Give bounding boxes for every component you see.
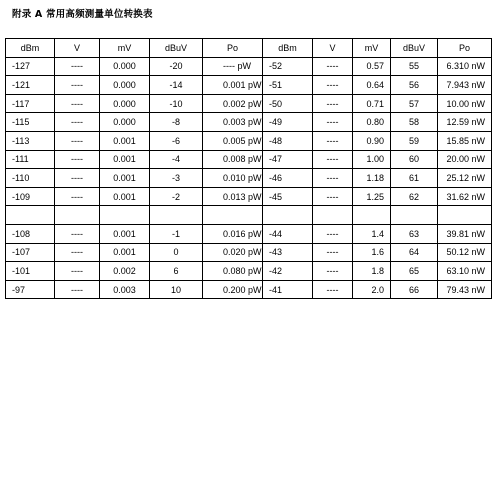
table-cell — [6, 206, 55, 225]
table-cell: 20.00 nW — [438, 150, 492, 169]
table-cell: 0 — [150, 243, 203, 262]
table-body-bottom — [6, 224, 492, 298]
table-cell: 7.943 nW — [438, 76, 492, 95]
table-cell: ---- — [313, 131, 353, 150]
table-cell: 0.001 — [100, 131, 150, 150]
table-cell: 61 — [391, 169, 438, 188]
table-cell: 0.005 pW — [203, 131, 263, 150]
table-cell: -42 — [263, 262, 313, 281]
table-cell: 6.310 nW — [438, 57, 492, 76]
table-row — [6, 169, 492, 188]
column-header: mV — [100, 39, 150, 58]
table-cell: -14 — [150, 76, 203, 95]
table-cell: -113 — [6, 131, 55, 150]
table-cell: ---- — [313, 94, 353, 113]
table-cell: -10 — [150, 94, 203, 113]
table-cell: ---- — [313, 187, 353, 206]
table-row — [6, 94, 492, 113]
table-cell: -111 — [6, 150, 55, 169]
column-header: Po — [203, 39, 263, 58]
table-row — [6, 113, 492, 132]
table-body-top — [6, 57, 492, 206]
table-cell: -49 — [263, 113, 313, 132]
table-cell: -3 — [150, 169, 203, 188]
table-cell: 58 — [391, 113, 438, 132]
table-cell: 0.013 pW — [203, 187, 263, 206]
table-cell: -115 — [6, 113, 55, 132]
table-cell: 0.001 — [100, 224, 150, 243]
table-row — [6, 262, 492, 281]
table-cell: 0.71 — [353, 94, 391, 113]
table-cell: -44 — [263, 224, 313, 243]
table-cell: 10.00 nW — [438, 94, 492, 113]
table-cell: 6 — [150, 262, 203, 281]
table-cell — [353, 206, 391, 225]
table-cell: ---- — [55, 57, 100, 76]
table-cell: -108 — [6, 224, 55, 243]
table-cell: 0.001 — [100, 169, 150, 188]
table-cell: 1.18 — [353, 169, 391, 188]
table-cell: ---- — [55, 169, 100, 188]
table-cell: -20 — [150, 57, 203, 76]
column-header: Po — [438, 39, 492, 58]
table-cell: -41 — [263, 280, 313, 299]
column-header: mV — [353, 39, 391, 58]
table-cell: 0.80 — [353, 113, 391, 132]
table-cell: ---- — [55, 280, 100, 299]
table-cell: -50 — [263, 94, 313, 113]
table-cell: ---- — [313, 113, 353, 132]
table-cell — [100, 206, 150, 225]
table-cell: 79.43 nW — [438, 280, 492, 299]
table-cell: -101 — [6, 262, 55, 281]
table-cell: 0.000 — [100, 57, 150, 76]
table-cell: -127 — [6, 57, 55, 76]
table-cell: 60 — [391, 150, 438, 169]
table-cell: 0.000 — [100, 113, 150, 132]
table-cell: 0.64 — [353, 76, 391, 95]
table-cell: 1.25 — [353, 187, 391, 206]
table-cell: 50.12 nW — [438, 243, 492, 262]
table-cell: ---- — [55, 187, 100, 206]
table-cell: -110 — [6, 169, 55, 188]
table-cell: 0.200 pW — [203, 280, 263, 299]
table-cell: 15.85 nW — [438, 131, 492, 150]
table-cell: 31.62 nW — [438, 187, 492, 206]
table-cell: 0.90 — [353, 131, 391, 150]
spacer-row — [6, 206, 492, 225]
table-cell: -51 — [263, 76, 313, 95]
column-header: dBuV — [150, 39, 203, 58]
table-row — [6, 131, 492, 150]
table-cell: -2 — [150, 187, 203, 206]
table-cell: ---- — [313, 262, 353, 281]
table-cell: -117 — [6, 94, 55, 113]
table-cell: ---- — [313, 150, 353, 169]
table-cell: ---- — [55, 76, 100, 95]
table-cell: 1.4 — [353, 224, 391, 243]
table-cell: -47 — [263, 150, 313, 169]
table-cell: -6 — [150, 131, 203, 150]
table-cell: 0.020 pW — [203, 243, 263, 262]
table-cell: 0.001 — [100, 150, 150, 169]
table-cell: 66 — [391, 280, 438, 299]
table-cell: -46 — [263, 169, 313, 188]
table-cell: 0.008 pW — [203, 150, 263, 169]
table-cell: 55 — [391, 57, 438, 76]
table-row — [6, 243, 492, 262]
table-cell: ---- — [313, 243, 353, 262]
table-cell: 1.6 — [353, 243, 391, 262]
table-cell: -48 — [263, 131, 313, 150]
table-cell: ---- — [55, 150, 100, 169]
table-cell: 0.002 — [100, 262, 150, 281]
table-cell: 0.001 — [100, 187, 150, 206]
table-cell: ---- — [313, 76, 353, 95]
column-header: dBuV — [391, 39, 438, 58]
table-row — [6, 57, 492, 76]
table-cell: 59 — [391, 131, 438, 150]
table-row — [6, 224, 492, 243]
table-cell: 0.080 pW — [203, 262, 263, 281]
table-cell — [313, 206, 353, 225]
table-cell: ---- — [313, 169, 353, 188]
table-cell: ---- — [313, 280, 353, 299]
table-cell: 0.003 — [100, 280, 150, 299]
table-cell: ---- — [55, 113, 100, 132]
table-cell: 0.002 pW — [203, 94, 263, 113]
table-cell: 0.000 — [100, 76, 150, 95]
table-row — [6, 187, 492, 206]
table-cell: 0.001 — [100, 243, 150, 262]
table-cell: 65 — [391, 262, 438, 281]
document-title: 附录 A 常用高频测量单位转换表 — [12, 9, 153, 20]
table-cell: 2.0 — [353, 280, 391, 299]
table-cell — [150, 206, 203, 225]
table-cell: -52 — [263, 57, 313, 76]
table-cell: 0.010 pW — [203, 169, 263, 188]
table-cell — [438, 206, 492, 225]
unit-conversion-table — [5, 38, 492, 299]
table-cell: -121 — [6, 76, 55, 95]
table-cell: 62 — [391, 187, 438, 206]
header-row — [6, 39, 492, 58]
table-cell: 0.000 — [100, 94, 150, 113]
table-cell: 1.8 — [353, 262, 391, 281]
table-cell: 39.81 nW — [438, 224, 492, 243]
table-cell: -107 — [6, 243, 55, 262]
column-header: V — [55, 39, 100, 58]
table-cell: 1.00 — [353, 150, 391, 169]
table-cell: 12.59 nW — [438, 113, 492, 132]
table-cell: ---- pW — [203, 57, 263, 76]
table-row — [6, 76, 492, 95]
column-header: dBm — [263, 39, 313, 58]
table-cell: -97 — [6, 280, 55, 299]
table-cell: 64 — [391, 243, 438, 262]
table-cell: 56 — [391, 76, 438, 95]
table-row — [6, 150, 492, 169]
table-cell: 63 — [391, 224, 438, 243]
table-cell: ---- — [55, 262, 100, 281]
table-row — [6, 280, 492, 299]
table-cell: -45 — [263, 187, 313, 206]
table-cell: -1 — [150, 224, 203, 243]
table-spacer — [6, 206, 492, 225]
table-cell: 63.10 nW — [438, 262, 492, 281]
table-cell: ---- — [313, 57, 353, 76]
table-cell: 0.016 pW — [203, 224, 263, 243]
table-cell: ---- — [55, 131, 100, 150]
table-cell: -8 — [150, 113, 203, 132]
table-cell: 0.57 — [353, 57, 391, 76]
table-cell — [391, 206, 438, 225]
table-cell: -4 — [150, 150, 203, 169]
table-cell: 0.001 pW — [203, 76, 263, 95]
table-cell: 57 — [391, 94, 438, 113]
column-header: dBm — [6, 39, 55, 58]
column-header: V — [313, 39, 353, 58]
table-cell — [203, 206, 263, 225]
table-cell: ---- — [55, 224, 100, 243]
table-cell — [263, 206, 313, 225]
table-cell: -43 — [263, 243, 313, 262]
table-cell: 10 — [150, 280, 203, 299]
table-cell — [55, 206, 100, 225]
table-cell: ---- — [55, 94, 100, 113]
table-cell: ---- — [55, 243, 100, 262]
table-cell: 0.003 pW — [203, 113, 263, 132]
table-cell: 25.12 nW — [438, 169, 492, 188]
table-cell: -109 — [6, 187, 55, 206]
table-cell: ---- — [313, 224, 353, 243]
